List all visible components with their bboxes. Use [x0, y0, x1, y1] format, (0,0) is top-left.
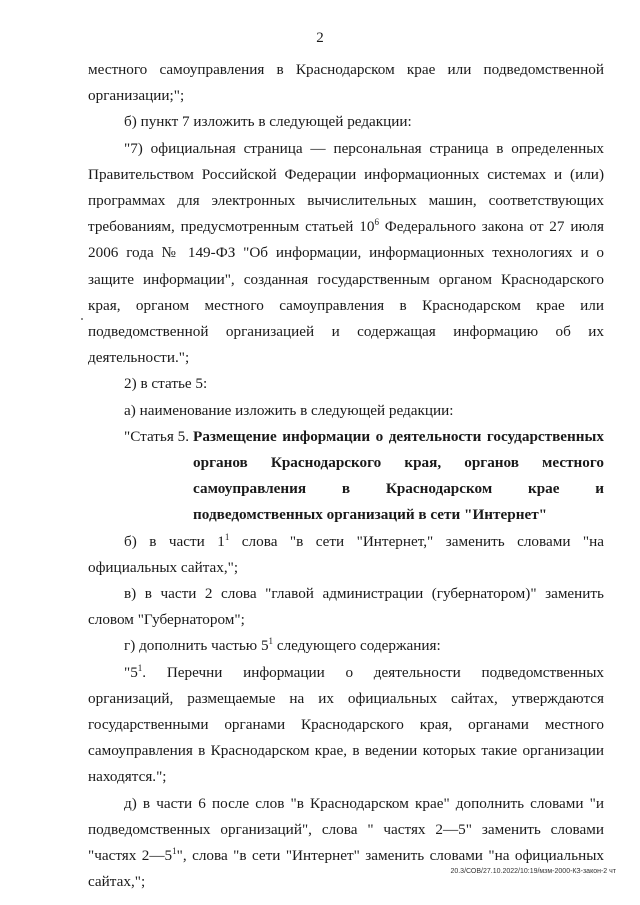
text-run: д) в части 6 после слов "в Краснодарском крае" дополнить словами "и подведомственных организаций", слова " частях 2—5" заменить словами "частях 2—5 — [88, 794, 604, 865]
scan-speck — [81, 318, 83, 320]
text-run: "7) официальная страница — персональная страница в определенных Правительством Российской Федерации информационных системах и (или) программах для электронных вычислительных машин, соответствующих требованиям, предусмотренным статьей 10 — [88, 139, 604, 236]
text-run: . Перечни информации о деятельности подведомственных организаций, размещаемые на их официальных сайтах, утверждаются государственными органами Краснодарского края, органами местного самоуправления в Краснодарском крае, в ведении которых такие организации находятся."; — [88, 663, 604, 786]
text-run: следующего содержания: — [273, 637, 441, 655]
document-body — [88, 57, 604, 896]
text-run: г) дополнить частью 5 — [124, 637, 269, 655]
superscript: 1 — [137, 662, 143, 673]
text-run: слова "в сети "Интернет," заменить словами "на официальных сайтах,"; — [88, 532, 605, 576]
superscript: 1 — [172, 846, 177, 857]
paragraph — [88, 633, 604, 659]
paragraph: 2) в статье 5: — [124, 375, 208, 393]
article-heading — [88, 424, 604, 529]
paragraph: а) наименование изложить в следующей редакции: — [124, 401, 454, 419]
paragraph: в) в части 2 слова "главой администрации (губернатором)" заменить словом "Губернатором"; — [88, 585, 604, 629]
text-run: "5 — [124, 663, 138, 681]
paragraph: б) пункт 7 изложить в следующей редакции: — [124, 113, 412, 131]
paragraph — [88, 660, 604, 791]
document-footer: 20.3/СОВ/27.10.2022/10:19/мзм-2000-КЗ-закон-2 чт — [450, 868, 616, 875]
paragraph: местного самоуправления в Краснодарском крае или подведомственной организации;"; — [88, 61, 604, 105]
article-heading-label: "Статья 5. — [124, 427, 190, 445]
text-run: б) в части 1 — [124, 532, 225, 550]
superscript: 1 — [224, 531, 230, 542]
superscript: 6 — [374, 217, 379, 228]
paragraph — [88, 791, 604, 896]
text-run: ", слова "в сети "Интернет" заменить словами "на официальных сайтах,"; — [88, 847, 604, 891]
superscript: 1 — [268, 636, 274, 647]
paragraph — [88, 529, 604, 581]
text-run: Федерального закона от 27 июля 2006 года № 149-ФЗ "Об информации, информационных технологиях и о защите информации", созданная государственным органом Краснодарского края, органом местного самоуправления в Краснодарском крае или подведомственной организацией и содержащая информацию об их деятельности."; — [88, 218, 604, 367]
article-heading-title: Размещение информации о деятельности государственных органов Краснодарского края, органов местного самоуправления в Краснодарском крае и подведомственных организаций в сети "Интернет" — [193, 427, 604, 524]
paragraph — [88, 136, 604, 372]
page-number: 2 — [316, 30, 324, 46]
